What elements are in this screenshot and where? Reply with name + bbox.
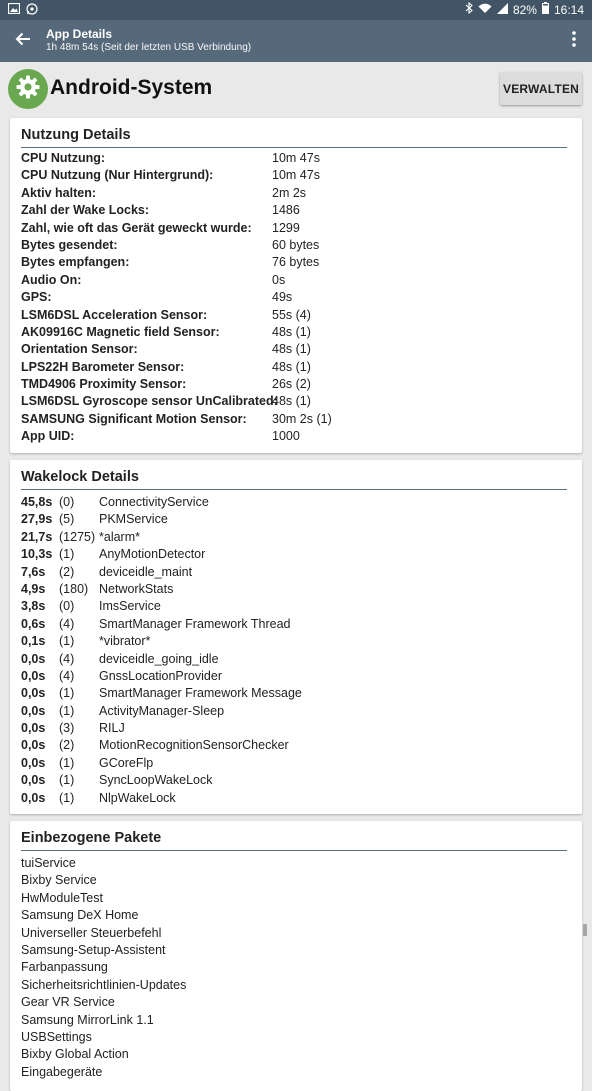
battery-percent: 82% — [512, 3, 537, 17]
divider — [21, 147, 567, 148]
gear-icon — [15, 74, 41, 105]
wakelock-time: 0,0s — [21, 738, 46, 753]
usage-row — [21, 308, 572, 325]
wakelock-name: MotionRecognitionSensorChecker — [99, 738, 289, 753]
wakelock-time: 0,0s — [21, 790, 46, 805]
manage-button[interactable]: VERWALTEN — [500, 72, 582, 105]
wakelock-count: (1) — [59, 686, 75, 701]
usage-details-card — [10, 118, 582, 453]
wakelock-time: 4,9s — [21, 581, 46, 596]
wakelock-count: (0) — [59, 495, 75, 509]
more-vert-icon — [572, 31, 576, 52]
wakelock-count: (4) — [59, 651, 75, 666]
package-item: Bixby Global Action — [21, 1047, 129, 1062]
app-bar-titles — [46, 27, 251, 55]
app-bar — [0, 20, 592, 62]
usage-row — [21, 360, 572, 377]
wakelock-time: 0,0s — [21, 651, 46, 666]
package-item: Farbanpassung — [21, 960, 108, 975]
app-name: Android-System — [50, 76, 213, 99]
package-item: Bixby Service — [21, 873, 97, 888]
usage-row — [21, 238, 572, 255]
package-item: tuiService — [21, 856, 76, 870]
system-status-icons — [465, 0, 584, 20]
app-header — [0, 62, 592, 116]
wakelock-name: ConnectivityService — [99, 495, 209, 509]
usage-value: 60 bytes — [272, 237, 320, 252]
package-item: Samsung DeX Home — [21, 908, 139, 923]
package-item: Universeller Steuerbefehl — [21, 925, 162, 940]
usage-row — [21, 255, 572, 272]
usage-value: 55s (4) — [272, 307, 311, 322]
wakelock-name: SyncLoopWakeLock — [99, 773, 213, 788]
wakelock-count: (1275) — [59, 529, 96, 544]
wakelock-count: (1) — [59, 547, 75, 562]
battery-icon — [542, 0, 549, 20]
wakelock-time: 3,8s — [21, 599, 46, 614]
wakelock-time: 7,6s — [21, 564, 46, 579]
wakelock-count: (1) — [59, 790, 75, 805]
arrow-back-icon — [15, 31, 31, 52]
usage-value: 76 bytes — [272, 255, 320, 270]
wakelock-row — [21, 617, 572, 634]
usage-label: App UID: — [21, 429, 75, 444]
usage-value: 26s (2) — [272, 377, 311, 392]
usage-details-title: Nutzung Details — [21, 127, 131, 143]
wifi-icon — [478, 0, 492, 20]
back-button[interactable] — [0, 20, 46, 62]
usage-row — [21, 168, 572, 185]
usage-value: 0s — [272, 272, 286, 287]
usage-value: 49s — [272, 290, 293, 305]
wakelock-row — [21, 599, 572, 616]
wakelock-name: RILJ — [99, 721, 125, 736]
wakelock-time: 0,0s — [21, 686, 46, 701]
usage-label: Bytes gesendet: — [21, 237, 118, 252]
package-item: Samsung-Setup-Assistent — [21, 942, 166, 957]
wakelock-name: GnssLocationProvider — [99, 668, 222, 683]
usage-value: 1000 — [272, 429, 300, 444]
usage-value: 1299 — [272, 220, 300, 235]
wakelock-name: deviceidle_going_idle — [99, 651, 219, 666]
wakelock-row — [21, 756, 572, 773]
wakelock-time: 0,0s — [21, 703, 46, 718]
wakelock-name: SmartManager Framework Message — [99, 686, 302, 701]
usage-label: Aktiv halten: — [21, 185, 97, 200]
wakelock-row — [21, 669, 572, 686]
signal-icon — [497, 0, 508, 20]
wakelock-count: (5) — [59, 512, 75, 527]
wakelock-name: ActivityManager-Sleep — [99, 703, 225, 718]
wakelock-name: ImsService — [99, 599, 161, 614]
usage-label: TMD4906 Proximity Sensor: — [21, 377, 187, 392]
wakelock-row — [21, 738, 572, 755]
usage-label: Orientation Sensor: — [21, 342, 138, 357]
wakelock-count: (4) — [59, 616, 75, 631]
wakelock-row — [21, 652, 572, 669]
wakelock-name: GCoreFlp — [99, 755, 154, 770]
usage-label: LSM6DSL Gyroscope sensor UnCalibrated: — [21, 394, 278, 409]
usage-value: 10m 47s — [272, 151, 320, 165]
usage-label: AK09916C Magnetic field Sensor: — [21, 324, 220, 339]
usage-value: 10m 47s — [272, 168, 320, 183]
usage-label: Audio On: — [21, 272, 82, 287]
wakelock-count: (1) — [59, 755, 75, 770]
wakelock-row — [21, 547, 572, 564]
package-item: Gear VR Service — [21, 995, 115, 1010]
usage-value: 48s (1) — [272, 359, 311, 374]
notification-icons — [8, 3, 38, 18]
wakelock-name: NetworkStats — [99, 581, 174, 596]
usage-row — [21, 221, 572, 238]
wakelock-row — [21, 773, 572, 790]
wakelock-name: SmartManager Framework Thread — [99, 616, 291, 631]
wakelock-count: (1) — [59, 703, 75, 718]
wakelock-row — [21, 530, 572, 547]
app-bar-subtitle: 1h 48m 54s (Seit der letzten USB Verbindung) — [46, 42, 252, 53]
wakelock-time: 0,1s — [21, 634, 46, 649]
scrollbar-handle[interactable] — [583, 924, 587, 936]
wakelock-time: 0,0s — [21, 721, 46, 736]
usage-value: 2m 2s — [272, 185, 307, 200]
package-item: Sicherheitsrichtlinien-Updates — [21, 977, 187, 992]
usage-row — [21, 394, 572, 411]
wakelock-details-title: Wakelock Details — [21, 469, 139, 485]
wakelock-name: deviceidle_maint — [99, 564, 193, 579]
wakelock-name: PKMService — [99, 512, 168, 527]
wakelock-count: (180) — [59, 581, 89, 596]
divider — [21, 489, 567, 490]
gallery-notification-icon — [8, 3, 20, 17]
usage-label: Bytes empfangen: — [21, 255, 130, 270]
usage-row — [21, 325, 572, 342]
package-item: USBSettings — [21, 1029, 92, 1044]
wakelock-time: 0,0s — [21, 773, 46, 788]
usage-row — [21, 273, 572, 290]
divider — [21, 850, 567, 851]
usage-label: GPS: — [21, 290, 52, 305]
usage-value: 48s (1) — [272, 324, 311, 339]
usage-row — [21, 203, 572, 220]
wakelock-row — [21, 582, 572, 599]
wakelock-time: 27,9s — [21, 512, 53, 527]
app-icon — [8, 69, 48, 109]
wakelock-time: 0,0s — [21, 668, 46, 683]
included-packages-title: Einbezogene Pakete — [21, 830, 162, 846]
included-packages-card — [10, 821, 582, 1091]
wakelock-time: 0,0s — [21, 755, 46, 770]
wakelock-row — [21, 721, 572, 738]
usage-label: LSM6DSL Acceleration Sensor: — [21, 307, 208, 322]
wakelock-row — [21, 791, 572, 808]
usage-row — [21, 377, 572, 394]
wakelock-count: (2) — [59, 738, 75, 753]
usage-label: CPU Nutzung (Nur Hintergrund): — [21, 168, 214, 183]
package-item: Eingabegeräte — [21, 1064, 103, 1079]
overflow-menu-button[interactable] — [556, 20, 592, 62]
wakelock-time: 10,3s — [21, 547, 53, 562]
usage-label: LPS22H Barometer Sensor: — [21, 359, 185, 374]
usage-row — [21, 412, 572, 429]
wakelock-name: NlpWakeLock — [99, 790, 176, 805]
wakelock-count: (4) — [59, 668, 75, 683]
bluetooth-icon — [465, 0, 473, 20]
wakelock-time: 45,8s — [21, 495, 53, 509]
package-list — [21, 856, 572, 1082]
usage-row — [21, 151, 572, 168]
usage-value: 1486 — [272, 203, 300, 218]
clock: 16:14 — [553, 3, 584, 17]
wakelock-count: (3) — [59, 721, 75, 736]
usage-row — [21, 342, 572, 359]
package-item: Samsung MirrorLink 1.1 — [21, 1012, 154, 1027]
whatsapp-notification-icon — [26, 3, 38, 18]
wakelock-count: (2) — [59, 564, 75, 579]
wakelock-time: 0,6s — [21, 616, 46, 631]
wakelock-row — [21, 495, 572, 512]
usage-value: 30m 2s (1) — [272, 411, 332, 426]
usage-details-list — [21, 151, 572, 447]
usage-label: CPU Nutzung: — [21, 151, 106, 165]
wakelock-row — [21, 512, 572, 529]
status-bar — [0, 0, 592, 20]
wakelock-row — [21, 565, 572, 582]
package-item: HwModuleTest — [21, 890, 103, 905]
usage-label: SAMSUNG Significant Motion Sensor: — [21, 411, 247, 426]
wakelock-details-card — [10, 460, 582, 814]
usage-row — [21, 290, 572, 307]
wakelock-row — [21, 686, 572, 703]
wakelock-name: AnyMotionDetector — [99, 547, 206, 562]
wakelock-name: *vibrator* — [99, 634, 151, 649]
usage-label: Zahl, wie oft das Gerät geweckt wurde: — [21, 220, 252, 235]
wakelock-row — [21, 704, 572, 721]
wakelock-time: 21,7s — [21, 529, 53, 544]
wakelock-name: *alarm* — [99, 529, 140, 544]
usage-label: Zahl der Wake Locks: — [21, 203, 150, 218]
wakelock-count: (0) — [59, 599, 75, 614]
usage-row — [21, 186, 572, 203]
wakelock-count: (1) — [59, 634, 75, 649]
wakelock-row — [21, 634, 572, 651]
usage-row — [21, 429, 572, 446]
usage-value: 48s (1) — [272, 394, 311, 409]
usage-value: 48s (1) — [272, 342, 311, 357]
wakelock-count: (1) — [59, 773, 75, 788]
app-bar-title: App Details — [46, 27, 113, 41]
wakelock-list — [21, 495, 572, 808]
